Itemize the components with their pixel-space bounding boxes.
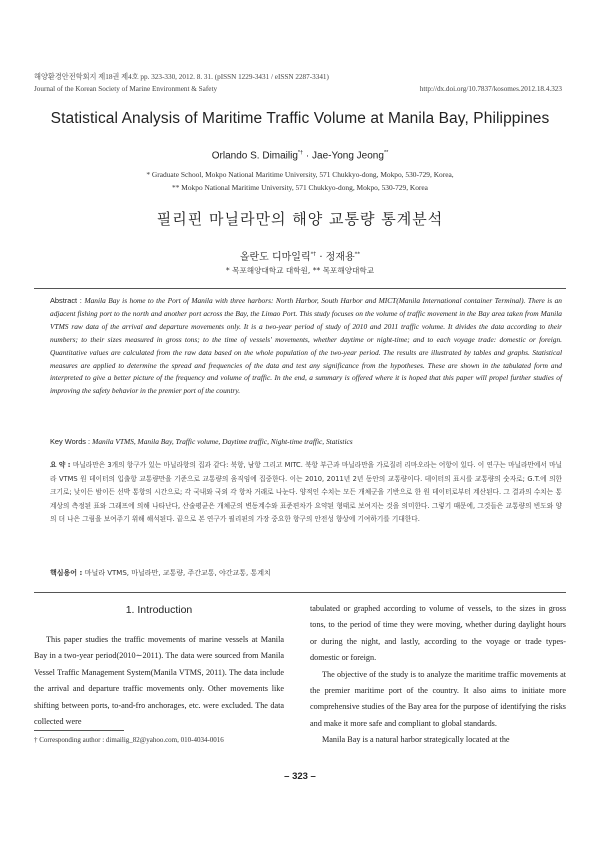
korean-author-2-mark: ** [354,251,361,258]
korean-keywords [50,568,562,578]
doi-link[interactable]: http://dx.doi.org/10.7837/kosomes.2012.18.4.323 [419,85,562,93]
right-column [310,601,566,749]
top-divider [34,288,566,289]
korean-keywords-label: 핵심용어 : [50,569,85,577]
author-2: Jae-Yong Jeong [312,150,384,162]
corresponding-author-footnote: † Corresponding author : dimailig_82@yahoo.com, 010-4034-0016 [34,736,224,744]
section-heading-introduction: 1. Introduction [125,604,193,616]
intro-paragraph-continued: tabulated or graphed according to volume of vessels, to the sizes in gross tons, to the period of time they were moving, whether during daylight hours or during the night, and lastly, according to the voyage or trade types-domestic or foreign. [310,604,566,663]
author-2-mark: ** [383,150,389,156]
korean-author-2: · 정재용 [316,252,355,263]
journal-header-korean: 해양환경안전학회지 제18권 제4호 pp. 323-330, 2012. 8. 31. (pISSN 1229-3431 / eISSN 2287-3341) [34,73,329,81]
intro-paragraph-objective: The objective of the study is to analyze the maritime traffic movements at the premier maritime port of the country. It also aims to initiate more comprehensive studies of the Bay area for the purpose of identifying the risks and make it more safe and compliant to global standards. [310,669,566,728]
korean-affiliation: * 목포해양대학교 대학원, ** 목포해양대학교 [225,266,375,275]
left-column [34,632,284,730]
korean-keywords-text: 마닐라 VTMS, 마닐라만, 교통량, 주간교통, 야간교통, 통계치 [84,569,271,577]
journal-header-english: Journal of the Korean Society of Marine Environment & Safety [34,85,218,93]
korean-title: 필리핀 마닐라만의 해양 교통량 통계분석 [156,210,444,228]
affiliation-1: * Graduate School, Mokpo National Maritime University, 571 Chukkyo-dong, Mokpo, 530-729, Korea, [146,170,454,179]
korean-abstract-label: 요 약 : [50,461,73,469]
author-1: Orlando S. Dimailig [211,150,298,162]
page-number: – 323 – [284,771,316,782]
keywords-text: Manila VTMS, Manila Bay, Traffic volume, Daytime traffic, Night-time traffic, Statistics [92,437,353,446]
section-divider [34,592,566,593]
korean-author-1: 올란도 디마일릭 [239,252,311,263]
korean-abstract [50,459,562,527]
abstract [50,295,562,398]
intro-paragraph-1: This paper studies the traffic movements of marine vessels at Manila Bay in a two-year period(2010∼2011). The data were sourced from Manila Vessel Traffic Management System(Manila VTMS, 2011). The data include the arrival and departure traffic movements only. Other movements like shifting between ports, to-and-fro anchorages, etc. were excluded. The data collected were [34,635,284,727]
korean-author-1-mark: *† [310,251,317,258]
keywords-label: Key Words : [50,437,93,446]
paper-title: Statistical Analysis of Maritime Traffic Volume at Manila Bay, Philippines [50,110,550,127]
abstract-text: Manila Bay is home to the Port of Manila with three harbors: North Harbor, South Harbor and MICT(Manila International container Terminal). There is an adjacent fishing port to the north and another port across the Bay, the Limao Port. This study focuses on the volume of traffic movement in the Bay area taken from Manila VTMS raw data of the arrival and departure movements only. It is a two-year period of study of 2010 and 2011 traffic volume. It divides the data according to their numbers; to their sizes measured in gross tons; to the time of vessels' movements, whether daytime or night-time; and to each voyage trade: domestic or foreign. Quantitative values are calculated from the raw data based on the whole population of the two-year period. The results are illustrated by tables and graphs. Statistical measures are applied to determine the spread and frequencies of the data and test any significance from the hypotheses. These are shown in the tabulated form and interpreted to give a better picture of the frequency and volume of traffic. In the end, a summary is offered where it is hoped that this paper will propel further studies of improving the safety behavior in the premier port of the country. [50,296,562,396]
korean-abstract-text: 마닐라만은 3개의 항구가 있는 마닐라항의 집과 같다: 북항, 남항 그리고 MITC. 북항 부근과 마닐라만을 가로질러 리마오라는 어항이 있다. 이 연구는 마닐라만에서 마닐라 VTMS 원 데이터의 입출항 교통량만을 기준으로 교통량의 움직임에 집중한다. 이는 2010, 2011년 2년 동안의 교통량이다. 데이터의 표시를 교통량의 숫자로; G.T.에 의한 크기로; 낮이든 밤이든 선박 통항의 시간으로; 각 국내와 국외 각 항차 거래로 나눈다. 양적인 수치는 모든 개체군을 기반으로 한 원 데이터로부터 계산된다. 그 결과의 수치는 통계상의 측정된 표와 그래프에 의해 나타난다, 산술평균은 개체군의 변동계수와 표준편차가 요약된 형태로 보여지는 것을 의미한다. 그렇기 때문에, 그것들은 교통량의 빈도와 양의 더 나은 그림을 보여주기 위해 해석된다. 끝으로 본 연구가 필리핀의 가장 중요한 항구의 안전성 향상에 기여하기를 기대한다. [50,461,562,524]
author-line [0,150,600,161]
author-1-mark: *† [297,150,304,156]
abstract-label: Abstract : [50,296,85,305]
author-separator: · [303,150,313,162]
korean-author-line [0,248,600,263]
footnote-divider [34,730,124,731]
keywords [50,437,562,446]
affiliation-2: ** Mokpo National Maritime University, 571 Chukkyo-dong, Mokpo, 530-729, Korea [172,183,428,192]
intro-paragraph-manila-bay: Manila Bay is a natural harbor strategically located at the [322,735,510,745]
